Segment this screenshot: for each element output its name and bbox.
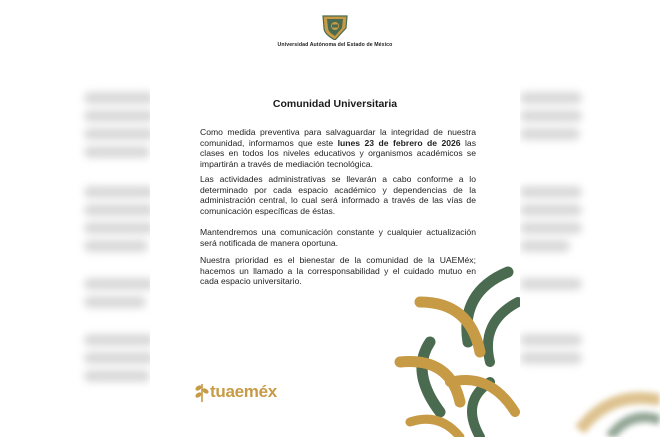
brand-logo bbox=[194, 377, 277, 407]
leaf-pattern-icon bbox=[390, 262, 520, 437]
notice-title: Comunidad Universitaria bbox=[272, 98, 398, 110]
paragraph-administrative: Las actividades administrativas se llevarán a cabo conforme a lo determinado por cada espacio académico y dependencias de la administración central, lo cual será informado a través de las vías de comunicación específicas de éstas. bbox=[200, 174, 476, 216]
leaf-icon bbox=[194, 380, 210, 404]
paragraph-priority: Nuestra prioridad es el bienestar de la comunidad de la UAEMéx; hacemos un llamado a la corresponsabilidad y el cuidado mutuo en cada espacio universitario. bbox=[200, 255, 476, 287]
paragraph-announcement: Como medida preventiva para salvaguardar la integridad de nuestra comunidad, informamos que este lunes 23 de febrero de 2026 las clases en todos los niveles educativos y organismos académicos se impartirán a través de mediación tecnológica. bbox=[200, 127, 477, 169]
paragraph-communication: Mantendremos una comunicación constante y cualquier actualización será notificada de manera oportuna. bbox=[200, 227, 476, 248]
brand-text: tuaeméx bbox=[210, 382, 277, 401]
university-shield-icon bbox=[320, 14, 350, 40]
institution-name: Universidad Autónoma del Estado de México bbox=[277, 42, 393, 48]
date-highlight: lunes 23 de febrero de 2026 bbox=[337, 137, 461, 148]
notice-card bbox=[150, 0, 520, 437]
